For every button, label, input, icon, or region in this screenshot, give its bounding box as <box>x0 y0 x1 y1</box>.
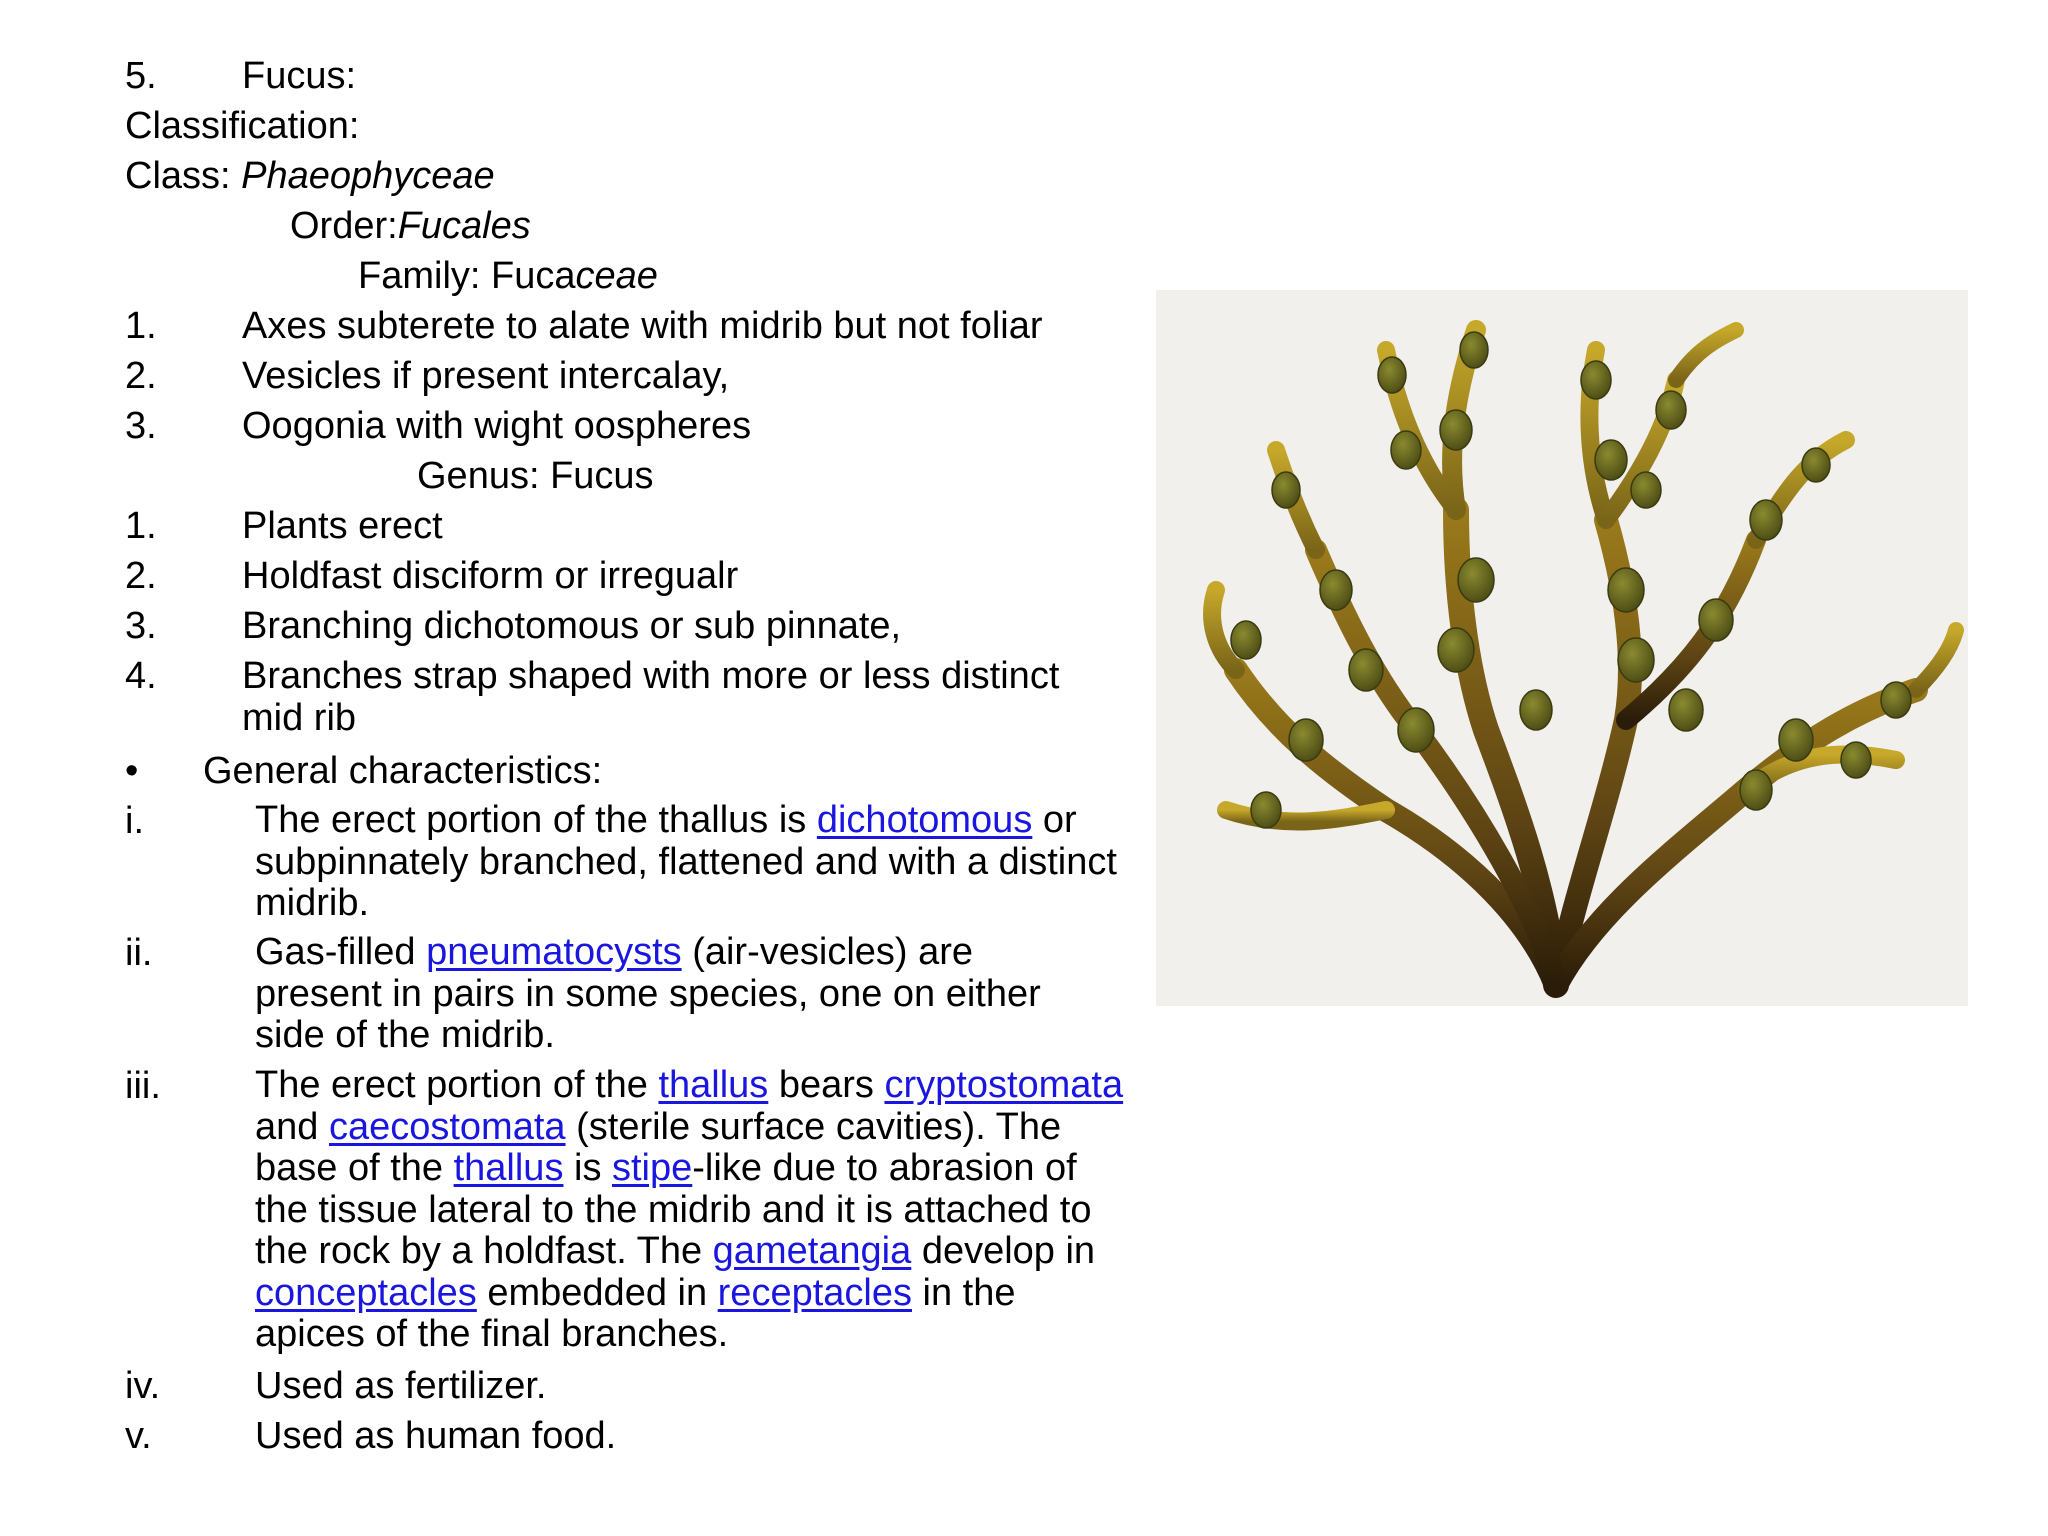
heading-number: 5. <box>125 55 157 97</box>
genus-point-number: 4. <box>125 655 157 697</box>
characteristic-text: Used as human food. <box>255 1415 617 1457</box>
text-segment: (air-vesicles) are present in pairs in some species, one on either side of the midrib. <box>255 931 1041 1056</box>
text-segment: The erect portion of the <box>255 1064 659 1106</box>
characteristic-number: ii. <box>125 932 153 974</box>
link-receptacles[interactable]: receptacles <box>717 1271 912 1314</box>
link-dichotomous[interactable]: dichotomous <box>816 799 1033 841</box>
text-segment: bears <box>768 1064 885 1106</box>
family-label: Family: Fuca <box>358 255 576 297</box>
general-characteristics-label: General characteristics: <box>203 750 603 792</box>
text-segment: -like due to abrasion of the tissue lateral to the midrib and it is attached to the rock by a holdfast. The <box>255 1147 1092 1272</box>
text-segment: (sterile surface cavities). The base of the <box>255 1105 1062 1189</box>
class-row <box>125 155 495 197</box>
heading-title: Fucus: <box>242 55 357 97</box>
link-thallus[interactable]: thallus <box>453 1147 564 1189</box>
family-point-text: Oogonia with wight oospheres <box>242 405 752 447</box>
family-value-suffix: ceae <box>575 255 658 297</box>
characteristic-text: Used as fertilizer. <box>255 1365 547 1407</box>
link-thallus[interactable]: thallus <box>658 1064 769 1106</box>
text-segment: and <box>255 1105 329 1148</box>
genus-point-text: Branching dichotomous or sub pinnate, <box>242 605 902 647</box>
characteristic-text <box>255 1065 1135 1356</box>
order-row <box>290 205 531 247</box>
text-segment: develop in <box>911 1230 1096 1272</box>
genus-point-number: 3. <box>125 605 157 647</box>
characteristic-text <box>255 800 1135 925</box>
order-label: Order: <box>290 205 398 247</box>
characteristic-number: iv. <box>125 1365 161 1407</box>
link-conceptacles[interactable]: conceptacles <box>255 1271 477 1314</box>
genus-point-number: 1. <box>125 505 157 547</box>
text-segment: is <box>563 1147 612 1189</box>
family-point-text: Vesicles if present intercalay, <box>242 355 730 397</box>
link-stipe[interactable]: stipe <box>612 1147 693 1189</box>
genus-point-text: Plants erect <box>242 505 443 547</box>
genus-point-text: Branches strap shaped with more or less distinct <box>242 655 1060 697</box>
link-cryptostomata[interactable]: cryptostomata <box>884 1064 1124 1106</box>
text-segment: Gas-filled <box>255 931 427 973</box>
class-value: Phaeophyceae <box>241 155 495 197</box>
family-point-number: 2. <box>125 355 157 397</box>
bullet: • <box>125 750 139 792</box>
link-pneumatocysts[interactable]: pneumatocysts <box>426 931 682 973</box>
classification-label: Classification: <box>125 105 360 147</box>
order-value: Fucales <box>397 205 531 247</box>
family-row <box>358 255 658 297</box>
characteristic-text <box>255 932 1105 1057</box>
fucus-seaweed-photo <box>1156 290 1968 1006</box>
genus-point-text-continued: mid rib <box>242 697 357 739</box>
characteristic-number: v. <box>125 1415 152 1457</box>
characteristic-number: iii. <box>125 1065 161 1107</box>
family-point-number: 3. <box>125 405 157 447</box>
genus-point-number: 2. <box>125 555 157 597</box>
text-segment: embedded in <box>476 1271 718 1314</box>
family-point-number: 1. <box>125 305 157 347</box>
genus-label: Genus: Fucus <box>417 455 654 497</box>
family-point-text: Axes subterete to alate with midrib but not foliar <box>242 305 1043 347</box>
text-segment: in the apices of the final branches. <box>255 1271 1016 1355</box>
characteristic-number: i. <box>125 800 144 842</box>
genus-point-text: Holdfast disciform or irregualr <box>242 555 739 597</box>
text-segment: or subpinnately branched, flattened and with a distinct midrib. <box>255 799 1117 924</box>
text-segment: The erect portion of the thallus is <box>255 799 817 841</box>
link-caecostomata[interactable]: caecostomata <box>328 1105 566 1148</box>
class-label: Class: <box>125 155 242 197</box>
link-gametangia[interactable]: gametangia <box>712 1230 912 1272</box>
fucus-seaweed-icon <box>1156 290 1968 1006</box>
